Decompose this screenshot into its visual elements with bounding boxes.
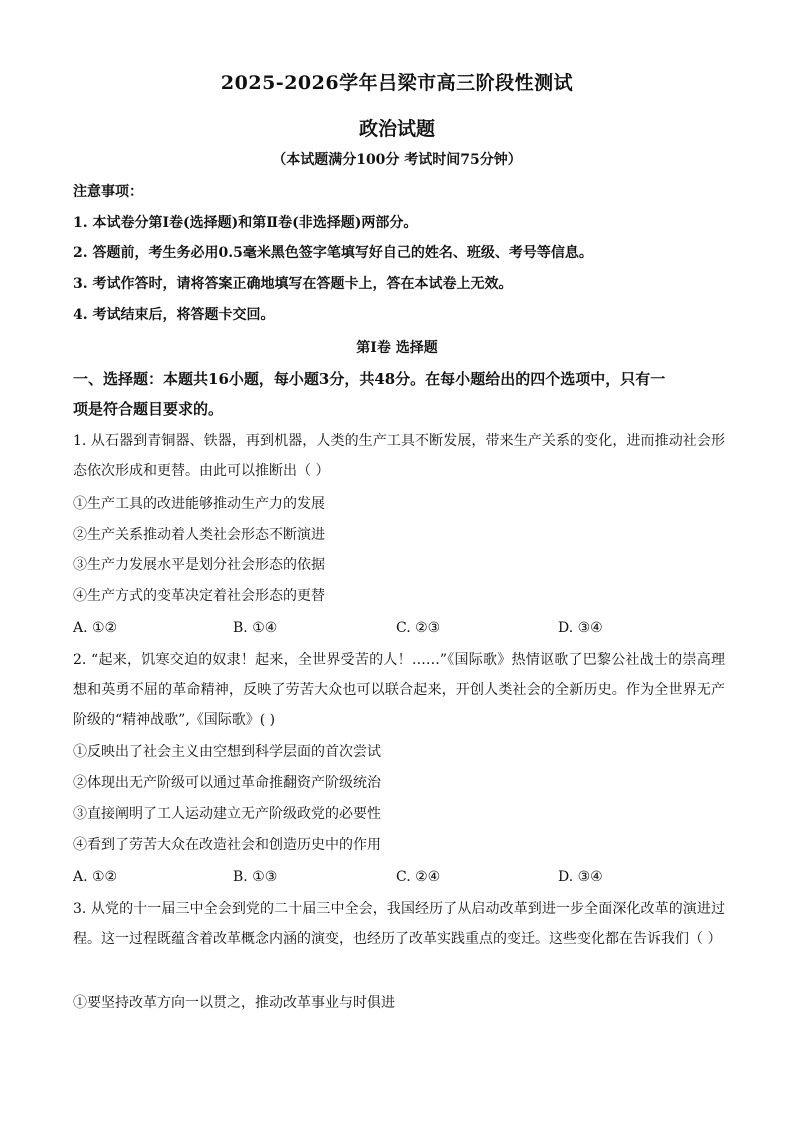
notes-heading: 注意事项：: [73, 184, 143, 200]
exam-title: 2025-2026学年吕梁市高三阶段性测试: [220, 72, 574, 94]
section-instruction: 一、选择题：本题共16小题，每小题3分，共48分。在每小题给出的四个选项中，只有一: [73, 370, 666, 388]
statement: ③生产力发展水平是划分社会形态的依据: [73, 557, 325, 573]
statement: ②体现出无产阶级可以通过革命推翻资产阶级统治: [73, 775, 381, 791]
question-stem: 2. “起来，饥寒交迫的奴隶！起来，全世界受苦的人！……”《国际歌》热情讴歌了巴黎公社战士的崇高理想和英勇不屈的革命精神，反映了劳苦大众也可以联合起来，开创人类社会的全新历史。作为全世界无产阶级的“精神战歌”,《国际歌》( ): [73, 652, 725, 728]
section-instruction: 项是符合题目要求的。: [73, 400, 224, 418]
option-a[interactable]: A. ①②: [73, 869, 118, 885]
statement: ③直接阐明了工人运动建立无产阶级政党的必要性: [73, 806, 381, 822]
statement: ①要坚持改革方向一以贯之，推动改革事业与时俱进: [73, 995, 395, 1011]
option-c[interactable]: C. ②④: [396, 869, 441, 885]
statement: ②生产关系推动着人类社会形态不断演进: [73, 527, 325, 543]
note-item: 4. 考试结束后，将答题卡交回。: [73, 307, 275, 323]
option-d[interactable]: D. ③④: [558, 620, 603, 636]
statement: ①生产工具的改进能够推动生产力的发展: [73, 496, 325, 512]
option-d[interactable]: D. ③④: [558, 869, 603, 885]
subject-title: 政治试题: [358, 118, 435, 140]
note-item: 2. 答题前，考生务必用0.5毫米黑色签字笔填写好自己的姓名、班级、考号等信息。: [73, 245, 593, 261]
option-b[interactable]: B. ①④: [233, 620, 278, 636]
statement: ④看到了劳苦大众在改造社会和创造历史中的作用: [73, 837, 381, 853]
option-b[interactable]: B. ①③: [233, 869, 278, 885]
note-item: 1. 本试卷分第Ⅰ卷(选择题)和第Ⅱ卷(非选择题)两部分。: [73, 215, 418, 231]
exam-info: （本试题满分100分 考试时间75分钟）: [272, 152, 522, 168]
section-title: 第Ⅰ卷 选择题: [356, 340, 438, 356]
question-stem: 3. 从党的十一届三中全会到党的二十届三中全会，我国经历了从启动改革到进一步全面深化改革的演进过程。这一过程既蕴含着改革概念内涵的演变，也经历了改革实践重点的变迁。这些变化都在告诉我们（ ）: [73, 901, 725, 947]
option-c[interactable]: C. ②③: [396, 620, 441, 636]
option-a[interactable]: A. ①②: [73, 620, 118, 636]
statement: ④生产方式的变革决定着社会形态的更替: [73, 588, 325, 604]
note-item: 3. 考试作答时，请将答案正确地填写在答题卡上，答在本试卷上无效。: [73, 276, 513, 292]
question-stem: 1. 从石器到青铜器、铁器，再到机器，人类的生产工具不断发展，带来生产关系的变化，进而推动社会形态依次形成和更替。由此可以推断出（ ）: [73, 433, 725, 479]
statement: ①反映出了社会主义由空想到科学层面的首次尝试: [73, 744, 381, 760]
